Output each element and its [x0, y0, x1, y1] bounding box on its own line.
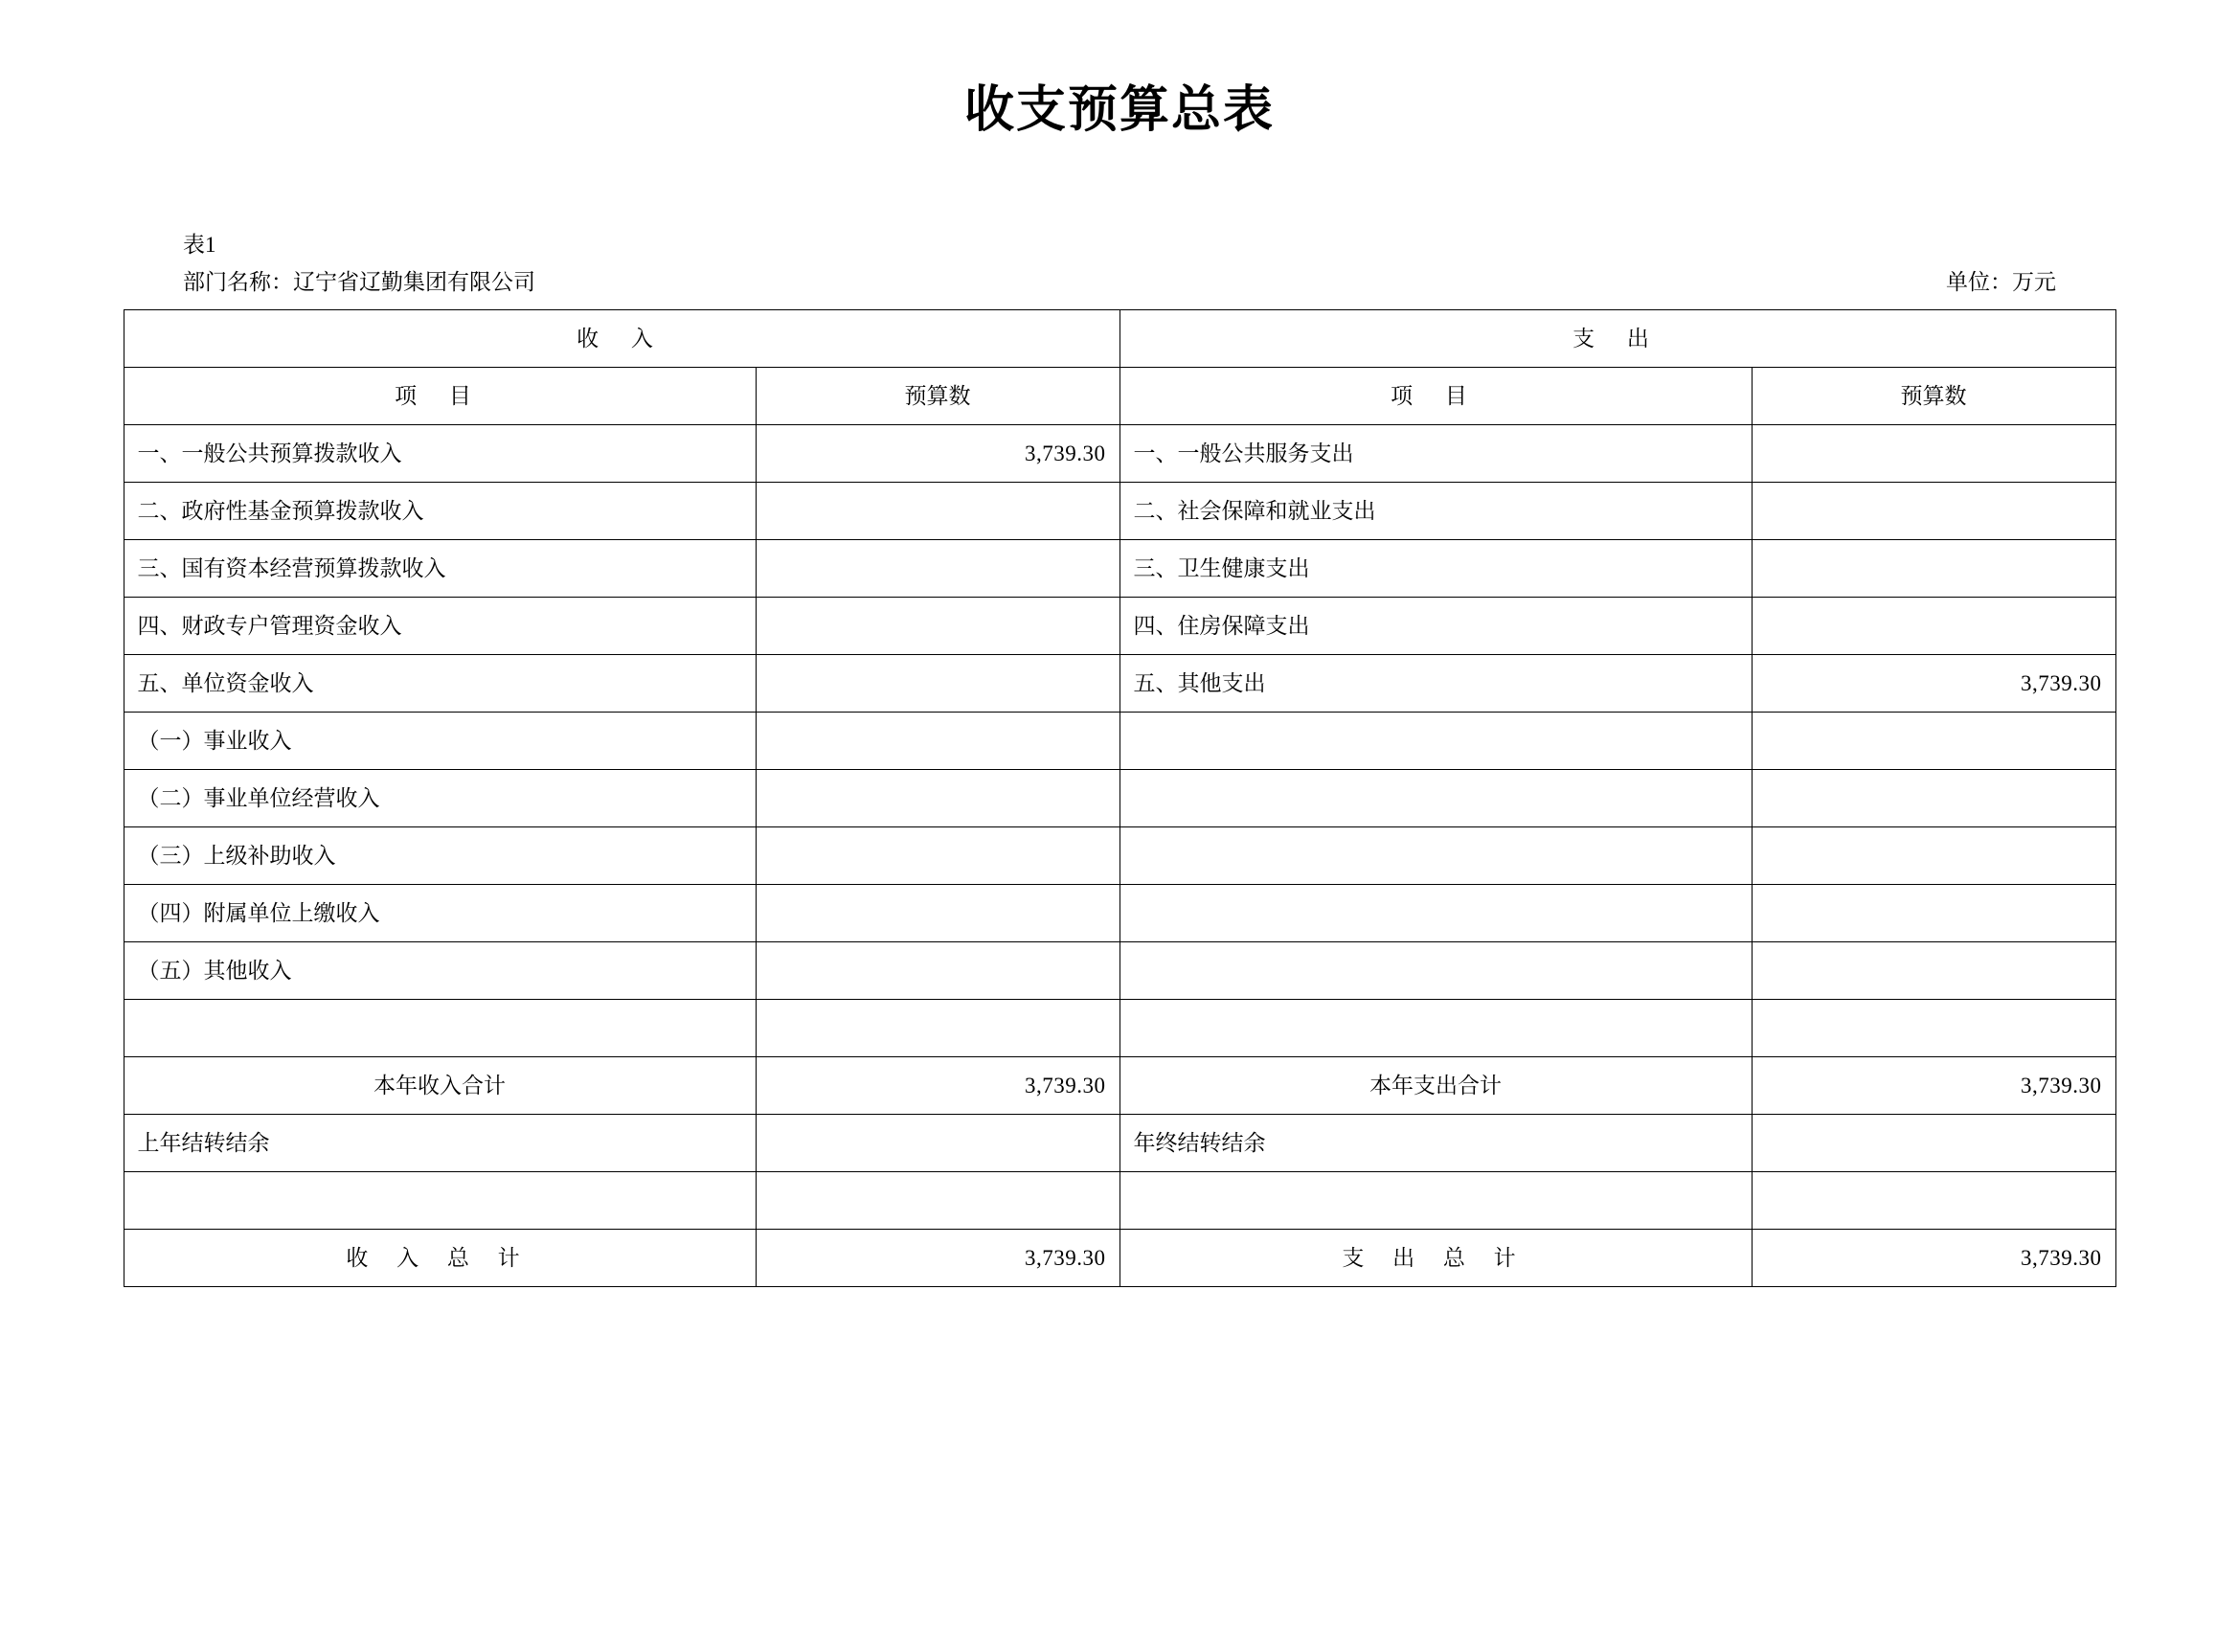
income-value [756, 483, 1120, 540]
income-value [756, 770, 1120, 827]
department-name: 部门名称：辽宁省辽勤集团有限公司 [183, 270, 535, 294]
income-item [124, 1000, 756, 1057]
expense-item [1120, 885, 1752, 942]
income-item: （五）其他收入 [124, 942, 756, 1000]
expense-item: 二、社会保障和就业支出 [1120, 483, 1752, 540]
expense-value [1752, 425, 2115, 483]
year-total-expense-label: 本年支出合计 [1120, 1057, 1752, 1115]
grand-total-row [124, 1230, 2115, 1287]
table-row [124, 885, 2115, 942]
blank-expense-value [1752, 1172, 2115, 1230]
unit-label: 单位：万元 [1946, 270, 2056, 294]
expense-item [1120, 770, 1752, 827]
income-item: （一）事业收入 [124, 713, 756, 770]
expense-item: 一、一般公共服务支出 [1120, 425, 1752, 483]
expense-item [1120, 942, 1752, 1000]
table-row [124, 598, 2115, 655]
income-item: （三）上级补助收入 [124, 827, 756, 885]
grand-total-income-label: 收 入 总 计 [124, 1230, 756, 1287]
document-page [0, 69, 2239, 1652]
income-item: 三、国有资本经营预算拨款收入 [124, 540, 756, 598]
expense-value [1752, 483, 2115, 540]
meta-block [124, 231, 2115, 298]
table-group-header-row [124, 310, 2115, 368]
expense-value [1752, 770, 2115, 827]
blank-income-value [756, 1172, 1120, 1230]
expense-item: 三、卫生健康支出 [1120, 540, 1752, 598]
income-item: （二）事业单位经营收入 [124, 770, 756, 827]
grand-total-expense-label: 支 出 总 计 [1120, 1230, 1752, 1287]
blank-row [124, 1172, 2115, 1230]
expense-value [1752, 1000, 2115, 1057]
grand-total-expense-value: 3,739.30 [1752, 1230, 2115, 1287]
table-row [124, 713, 2115, 770]
expense-item [1120, 827, 1752, 885]
table-row [124, 770, 2115, 827]
year-total-row [124, 1057, 2115, 1115]
income-item: 四、财政专户管理资金收入 [124, 598, 756, 655]
carryover-income-label: 上年结转结余 [124, 1115, 756, 1172]
expense-item [1120, 713, 1752, 770]
expense-value [1752, 540, 2115, 598]
table-row [124, 483, 2115, 540]
year-total-income-value: 3,739.30 [756, 1057, 1120, 1115]
expense-value [1752, 885, 2115, 942]
expense-item [1120, 1000, 1752, 1057]
expense-value [1752, 598, 2115, 655]
income-value [756, 655, 1120, 713]
expense-value [1752, 713, 2115, 770]
group-header-expense: 支 出 [1120, 310, 2115, 368]
income-value [756, 1000, 1120, 1057]
table-label: 表1 [183, 233, 216, 257]
expense-item: 四、住房保障支出 [1120, 598, 1752, 655]
table-row [124, 942, 2115, 1000]
table-column-header-row [124, 368, 2115, 425]
expense-value: 3,739.30 [1752, 655, 2115, 713]
income-value: 3,739.30 [756, 425, 1120, 483]
table-row [124, 1000, 2115, 1057]
income-item: 五、单位资金收入 [124, 655, 756, 713]
blank-expense-item [1120, 1172, 1752, 1230]
carryover-income-value [756, 1115, 1120, 1172]
grand-total-income-value: 3,739.30 [756, 1230, 1120, 1287]
income-item: 二、政府性基金预算拨款收入 [124, 483, 756, 540]
carryover-expense-value [1752, 1115, 2115, 1172]
table-row [124, 827, 2115, 885]
income-value [756, 942, 1120, 1000]
year-total-income-label: 本年收入合计 [124, 1057, 756, 1115]
page-title: 收支预算总表 [963, 83, 1275, 138]
table-row [124, 655, 2115, 713]
column-header-income-budget: 预算数 [756, 368, 1120, 425]
table-row [124, 425, 2115, 483]
expense-value [1752, 942, 2115, 1000]
column-header-expense-budget: 预算数 [1752, 368, 2115, 425]
income-value [756, 827, 1120, 885]
year-total-expense-value: 3,739.30 [1752, 1057, 2115, 1115]
income-value [756, 540, 1120, 598]
column-header-income-item: 项 目 [124, 368, 756, 425]
blank-income-item [124, 1172, 756, 1230]
carryover-row [124, 1115, 2115, 1172]
income-item: （四）附属单位上缴收入 [124, 885, 756, 942]
income-value [756, 713, 1120, 770]
carryover-expense-label: 年终结转结余 [1120, 1115, 1752, 1172]
table-row [124, 540, 2115, 598]
group-header-income: 收 入 [124, 310, 1120, 368]
income-item: 一、一般公共预算拨款收入 [124, 425, 756, 483]
income-value [756, 598, 1120, 655]
income-value [756, 885, 1120, 942]
expense-value [1752, 827, 2115, 885]
column-header-expense-item: 项 目 [1120, 368, 1752, 425]
meta-line [183, 267, 2115, 298]
expense-item: 五、其他支出 [1120, 655, 1752, 713]
budget-table [124, 309, 2116, 1287]
